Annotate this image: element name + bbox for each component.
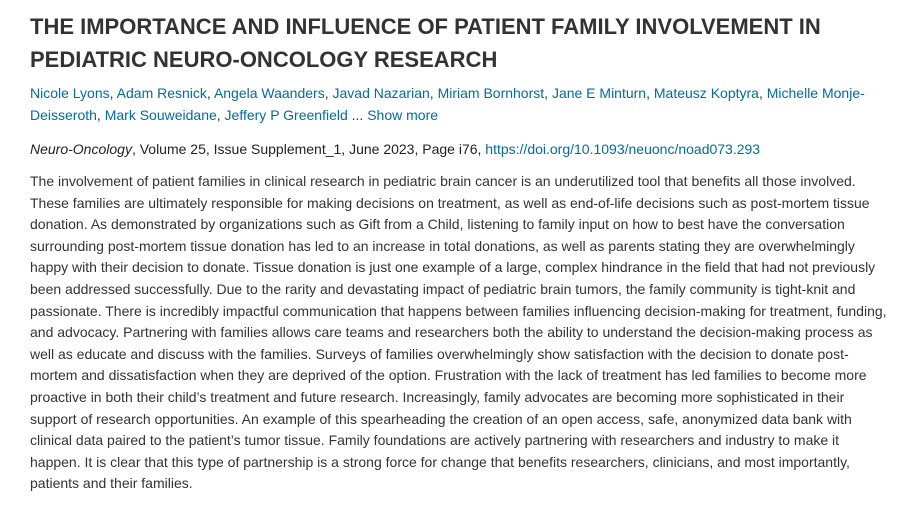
author-separator: , (109, 85, 117, 101)
author-link[interactable]: Javad Nazarian (332, 85, 430, 101)
doi-link[interactable]: https://doi.org/10.1093/neuonc/noad073.293 (485, 141, 761, 157)
abstract-text: The involvement of patient families in clinical research in pediatric brain cancer is an underutilized tool that benefits all those involved. These families are ultimately responsible for making decisions on treatment, as well as end-of-life decisions such as post-mortem tissue donation. As demonstrated by organizations such as Gift from a Child, listening to family input on how to best have the conversation surrounding post-mortem tissue donation has led to an increase in total donations, as well as parents stating they are overwhelmingly happy with their decision to donate. Tissue donation is just one example of a large, complex hindrance in the field that had not previously been addressed successfully. Due to the rarity and devastating impact of pediatric brain tumors, the family community is tight-knit and passionate. There is incredibly impactful communication that happens between families influencing decision-making for treatment, funding, and advocacy. Partnering with families allows care teams and researchers both the ability to understand the decision-making process as well as educate and discuss with the families. Surveys of families overwhelmingly show satisfaction with the decision to donate post-mortem and dissatisfaction when they are deprived of the option. Frustration with the lack of treatment has led families to become more proactive in both their child’s treatment and future research. Increasingly, family advocates are becoming more sophisticated in their support of research opportunities. An example of this spearheading the creation of an open access, safe, anonymized data bank with clinical data paired to the patient’s tumor tissue. Family foundations are actively partnering with researchers and industry to make it happen. It is clear that this type of partnership is a strong force for change that benefits researchers, clinicians, and most importantly, patients and their families. (30, 173, 887, 492)
author-link[interactable]: Michelle Monje-Deisseroth (30, 85, 865, 123)
show-more-link[interactable]: Show more (367, 107, 439, 123)
author-separator: , (544, 85, 552, 101)
article-title: THE IMPORTANCE AND INFLUENCE OF PATIENT FAMILY INVOLVEMENT IN PEDIATRIC NEURO-ONCOLOGY RESEARCH (30, 14, 821, 72)
author-ellipsis: ... (347, 107, 368, 123)
author-link[interactable]: Nicole Lyons (30, 85, 110, 101)
author-link[interactable]: Jeffery P Greenfield (224, 107, 348, 123)
author-link[interactable]: Mark Souweidane (104, 107, 217, 123)
author-separator: , (646, 85, 654, 101)
author-separator: , (429, 85, 438, 101)
author-separator: , (758, 85, 767, 101)
author-separator: , (206, 85, 214, 101)
citation-details: , Volume 25, Issue Supplement_1, June 2023, Page i76, (131, 141, 486, 157)
author-separator: , (216, 107, 225, 123)
author-link[interactable]: Angela Waanders (213, 85, 325, 101)
author-list (30, 82, 889, 126)
author-link[interactable]: Miriam Bornhorst (437, 85, 545, 101)
journal-name: Neuro-Oncology (30, 141, 132, 157)
author-separator: , (324, 85, 333, 101)
author-separator: , (96, 107, 105, 123)
author-link[interactable]: Jane E Minturn (551, 85, 647, 101)
author-link[interactable]: Adam Resnick (116, 85, 207, 101)
author-link[interactable]: Mateusz Koptyra (653, 85, 759, 101)
citation-line (30, 138, 889, 160)
